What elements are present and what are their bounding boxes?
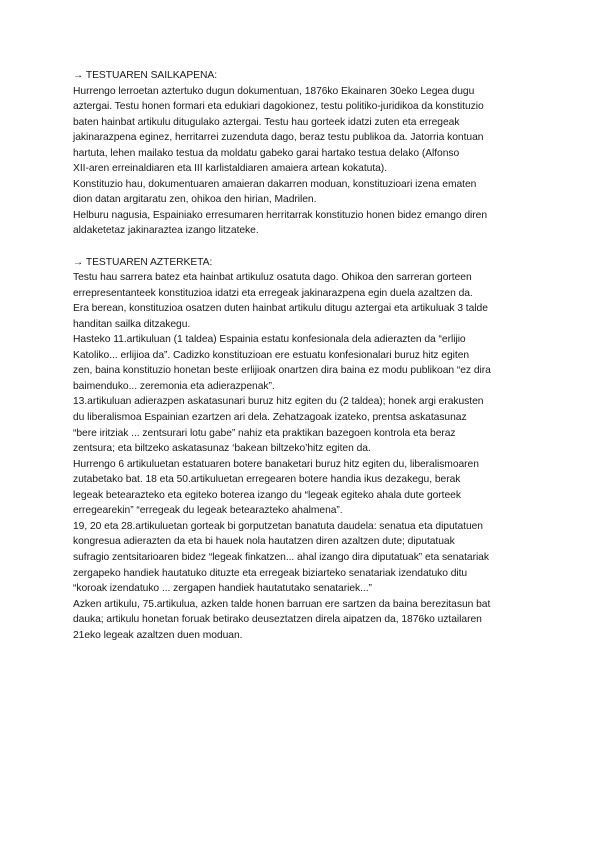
text-line: 13.artikuluan adierazpen askatasunari buruz hitz egiten du (2 taldea); honek argi erakusten xyxy=(73,396,484,408)
text-line: zentsura; eta biltzeko askatasunaz ‘bakean biltzeko’hitz egiten da. xyxy=(73,443,371,455)
text-line: Konstituzio hau, dokumentuaren amaieran dakarren moduan, konstituzioari izena ematen xyxy=(73,178,477,190)
text-line: handitan sailka ditzakegu. xyxy=(73,318,191,330)
text-line: baten hainbat artikulu ditugulako aztergai. Testu hau gorteek idatzi zuten eta erregeak xyxy=(73,116,460,128)
text-line: Hurrengo lerroetan aztertuko dugun dokumentuan, 1876ko Ekainaren 30eko Legea dugu xyxy=(73,85,475,97)
classification-paragraph xyxy=(73,84,543,239)
text-line: Katoliko... erlijioa da”. Cadizko konstituzioan ere estuatu konfesionalari buruz hitz egiten xyxy=(73,349,470,361)
text-line: “bere iritziak ... zentsurari lotu gabe” nahiz eta praktikan bazegoen kontrola eta beraz xyxy=(73,427,456,439)
text-line: baimenduko... zeremonia eta adierazpenak”. xyxy=(73,380,275,392)
text-line: Hurrengo 6 artikuluetan estatuaren botere banaketari buruz hitz egiten du, liberalismoaren xyxy=(73,458,479,470)
section-heading-classification: → TESTUAREN SAILKAPENA: xyxy=(73,70,218,81)
text-line: aldaketetaz jakinaraztea izango litzateke. xyxy=(73,225,259,237)
text-line: du liberalismoa Espainian ezartzen ari dela. Zehatzagoak izateko, prentsa askatasunaz xyxy=(73,412,467,424)
section-heading-analysis: → TESTUAREN AZTERKETA: xyxy=(73,256,213,268)
text-line: 21eko legeak azaltzen duen moduan. xyxy=(73,629,243,641)
text-line: “koroak izendatuko ... zergapen handiek hautatutako senatariek...” xyxy=(73,583,372,595)
text-line: Hasteko 11.artikuluan (1 taldea) Espainia estatu konfesionala dela adierazten da “erlijio xyxy=(73,334,466,346)
text-line: Era berean, konstituzioa osatzen duten hainbat artikulu ditugu aztergai eta artikuluak 3 talde xyxy=(73,303,488,315)
text-line: jakinarazpena eginez, herritarrei zuzenduta dago, beraz testu publikoa da. Jatorria kontuan xyxy=(73,132,484,144)
text-line: 19, 20 eta 28.artikuluetan gorteak bi gorputzetan banatuta daudela: senatua eta diputatuen xyxy=(73,520,483,532)
text-line: kongresua adierazten da eta bi hauek nola hautatzen diren azaltzen dute; diputatuak xyxy=(73,536,455,548)
text-line: dauka; artikulu honetan foruak betirako deuseztatzen direla aipatzen da, 1876ko uztailaren xyxy=(73,614,482,626)
text-line: erregearekin” “erregeak du legeak betearazteko ahalmena”. xyxy=(73,505,343,517)
text-line: hartuta, lehen mailako testua da moldatu gabeko garai hartako testua delako (Alfonso xyxy=(73,147,460,159)
text-line: Testu hau sarrera batez eta hainbat artikuluz osatuta dago. Ohikoa den sarreran gorteen xyxy=(73,272,472,284)
text-line: Helburu nagusia, Espainiako erresumaren herritarrak konstituzio honen bidez emango diren xyxy=(73,209,488,221)
text-line: errepresentanteek konstituzioa idatzi eta erregeak jakinarazpena egin duela azaltzen da. xyxy=(73,287,473,299)
text-line: zutabetako bat. 18 eta 50.artikuluetan erregearen botere handia ikus dezakegu, berak xyxy=(73,474,461,486)
section-spacer xyxy=(73,239,543,255)
text-line: Azken artikulu, 75.artikulua, azken talde honen barruan ere sartzen da baina berezitasun bat xyxy=(73,598,491,610)
text-line: zergapeko handiek hautatuko dituzte eta erregeak biziarteko senatariak izendatuko ditu xyxy=(73,567,468,579)
text-line: zen, baina konstituzio honetan beste erlijioak onartzen dira baina ez modu publikoan “ez dira xyxy=(73,365,491,377)
analysis-paragraph xyxy=(73,270,543,643)
document-page xyxy=(73,68,543,643)
text-line: legeak betearazteko eta egiteko boterea izango du “legeak egiteko ahala dute gorteek xyxy=(73,489,461,501)
text-line: sufragio zentsitarioaren bidez “legeak finkatzen... ahal izango dira diputatuak” eta senatariak xyxy=(73,551,489,563)
text-line: dion datan argitaratu zen, ohikoa den hirian, Madrilen. xyxy=(73,194,317,206)
text-line: XII-aren erreinaldiaren eta III karlistaldiaren amaiera artean kokatuta). xyxy=(73,163,388,175)
text-line: aztergai. Testu honen formari eta edukiari dagokionez, testu politiko-juridikoa da konstituzio xyxy=(73,101,484,113)
